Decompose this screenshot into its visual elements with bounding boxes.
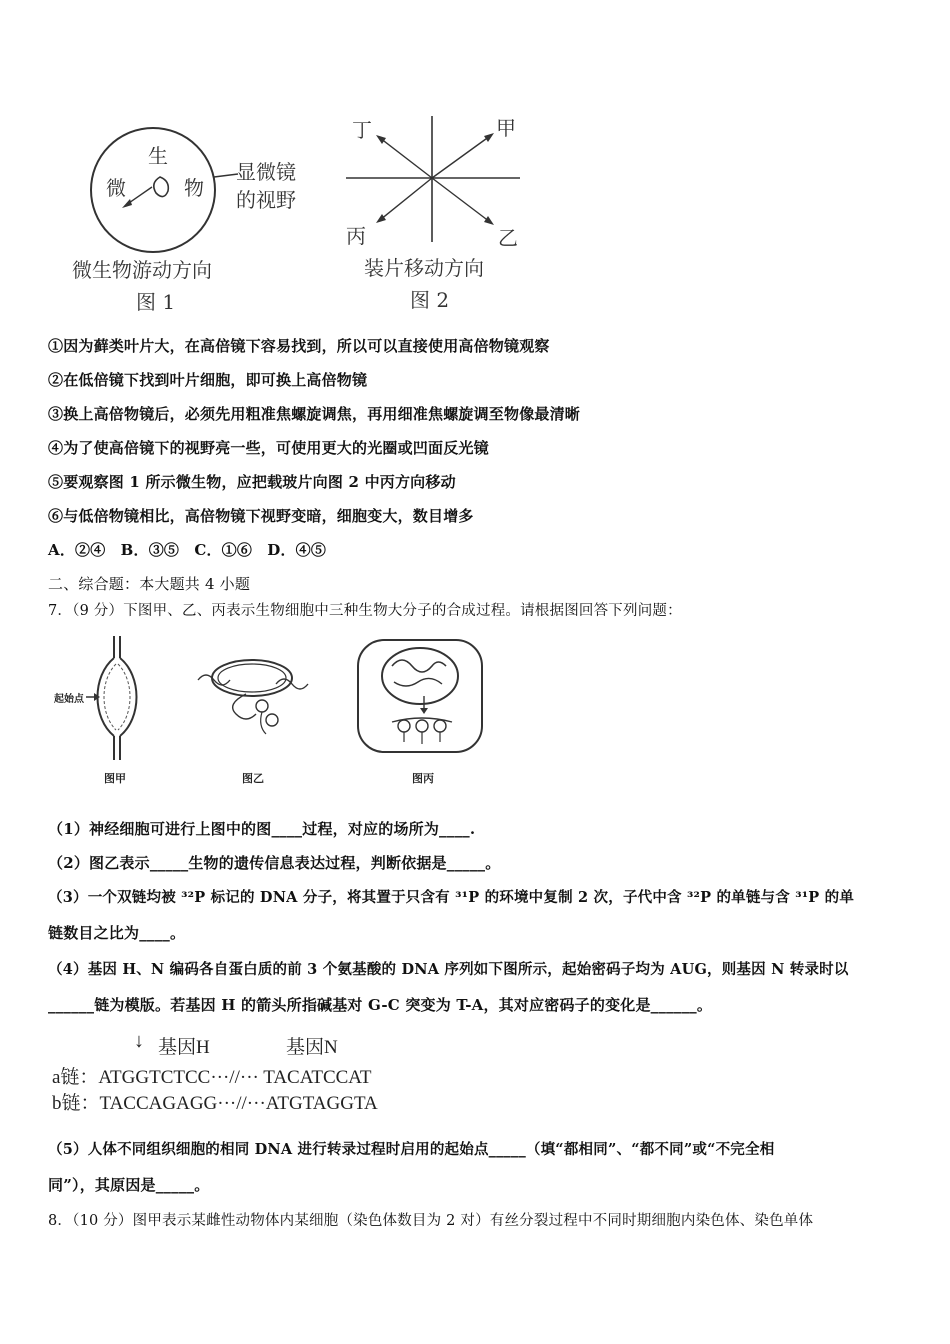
statement-6: ⑥与低倍物镜相比，高倍物镜下视野变暗，细胞变大，数目增多 [48, 507, 474, 525]
origin-label: 起始点 [54, 694, 84, 705]
fig2-label: 图 2 [410, 288, 450, 312]
statement-2: ②在低倍镜下找到叶片细胞，即可换上高倍物镜 [48, 371, 368, 389]
fig1-char-sheng: 生 [148, 144, 168, 168]
chain-b: b链：TACCAGAGG···//···ATGTAGGTA [52, 1093, 378, 1114]
fig-bing-label: 图丙 [412, 772, 434, 785]
q7-sub4-line2: ______链为模版。若基因 H 的箭头所指碱基对 G-C 突变为 T-A，其对应密码子的变化是______。 [48, 996, 713, 1014]
fig2-jia: 甲 [496, 116, 516, 140]
fig-jia-label: 图甲 [104, 772, 126, 785]
fig2-caption: 装片移动方向 [364, 256, 484, 280]
fig1-caption: 微生物游动方向 [72, 258, 212, 282]
fig1-char-wu: 物 [184, 176, 204, 200]
statement-3: ③换上高倍物镜后，必须先用粗准焦螺旋调焦，再用细准焦螺旋调至物像最清晰 [48, 405, 581, 423]
q7-stem: 7．（9 分）下图甲、乙、丙表示生物细胞中三种生物大分子的合成过程。请根据图回答下列问题： [48, 603, 682, 619]
statement-5: ⑤要观察图 1 所示微生物，应把载玻片向图 2 中丙方向移动 [48, 473, 456, 491]
q7-sub5-line1: （5）人体不同组织细胞的相同 DNA 进行转录过程时启用的起始点_____（填“都相同”、“都不同”或“不完全相 [48, 1141, 775, 1158]
q7-sub1: （1）神经细胞可进行上图中的图____过程，对应的场所为____. [48, 820, 476, 838]
fig-yi-label: 图乙 [242, 772, 264, 785]
fig-yi-transcription-diagram [196, 650, 316, 740]
answer-options: A．②④ B．③⑤ C．①⑥ D．④⑤ [48, 541, 327, 559]
fig2-yi: 乙 [498, 226, 518, 250]
fig-bing-cell-diagram [356, 638, 486, 756]
q7-sub3-line2: 链数目之比为____。 [48, 924, 186, 942]
fig1-label: 图 1 [136, 290, 176, 314]
section-title: 二、综合题：本大题共 4 小题 [48, 575, 251, 593]
gene-n-label: 基因N [286, 1037, 338, 1058]
statement-4: ④为了使高倍镜下的视野亮一些，可使用更大的光圈或凹面反光镜 [48, 439, 489, 457]
fig2-ding: 丁 [352, 118, 372, 142]
statement-1: ①因为藓类叶片大，在高倍镜下容易找到，所以可以直接使用高倍物镜观察 [48, 337, 550, 355]
fig1-side-label-1: 显微镜 [236, 160, 296, 184]
chain-a: a链：ATGGTCTCC···//··· TACATCCAT [52, 1067, 372, 1088]
fig1-side-label-2: 的视野 [236, 188, 296, 212]
q8-stem: 8．（10 分）图甲表示某雌性动物体内某细胞（染色体数目为 2 对）有丝分裂过程中不同时期细胞内染色体、染色单体 [48, 1213, 814, 1229]
fig1-char-wei: 微 [106, 176, 126, 200]
fig2-bing: 丙 [346, 224, 366, 248]
gene-h-arrow: ↓ [134, 1030, 144, 1052]
gene-h-label: 基因H [158, 1037, 210, 1058]
q7-sub2: （2）图乙表示_____生物的遗传信息表达过程，判断依据是_____。 [48, 854, 501, 872]
q7-sub4-line1: （4）基因 H、N 编码各自蛋白质的前 3 个氨基酸的 DNA 序列如下图所示，起始密码子均为 AUG，则基因 N 转录时以 [48, 961, 849, 978]
q7-sub5-line2: 同”），其原因是_____。 [48, 1176, 210, 1194]
q7-sub3-line1: （3）一个双链均被 ³²P 标记的 DNA 分子，将其置于只含有 ³¹P 的环境中复制 2 次，子代中含 ³²P 的单链与含 ³¹P 的单 [48, 889, 855, 906]
